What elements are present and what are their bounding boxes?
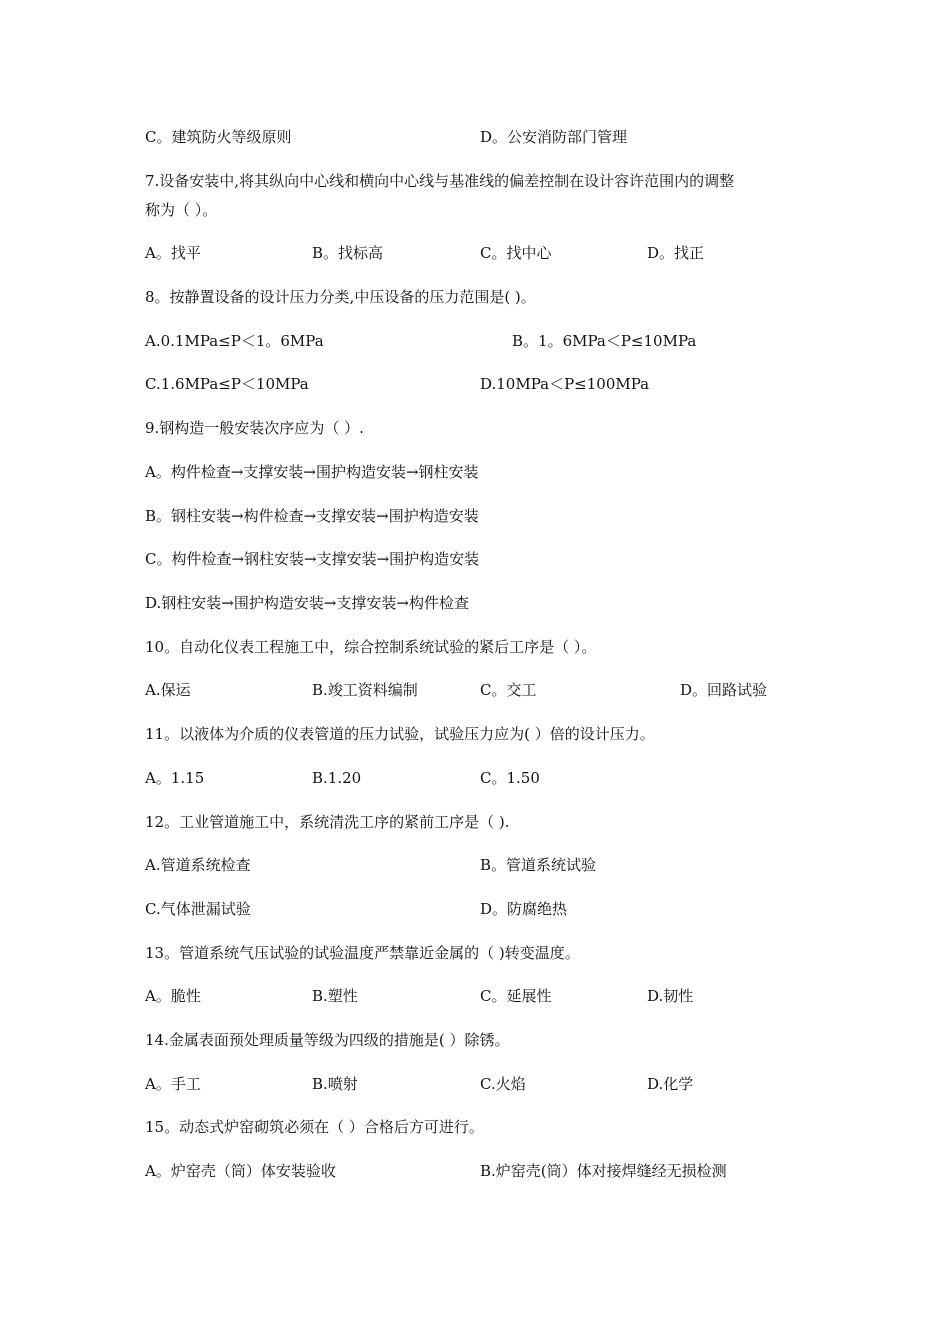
q15-option-a: A。炉窑壳（筒）体安装验收 — [145, 1162, 336, 1180]
q13-option-a: A。脆性 — [145, 987, 201, 1005]
q14-question: 14.金属表面预处理质量等级为四级的措施是( ）除锈。 — [145, 1031, 510, 1049]
q6-option-d: D。公安消防部门管理 — [480, 128, 628, 146]
q14-option-b: B.喷射 — [312, 1075, 358, 1093]
q10-question: 10。自动化仪表工程施工中，综合控制系统试验的紧后工序是（ ）。 — [145, 638, 597, 656]
q11-question: 11。以液体为介质的仪表管道的压力试验，试验压力应为( ）倍的设计压力。 — [145, 725, 655, 743]
q7-question-line2: 称为（ ）。 — [145, 201, 218, 219]
q13-question: 13。管道系统气压试验的试验温度严禁靠近金属的（ )转变温度。 — [145, 944, 580, 962]
q14-option-c: C.火焰 — [480, 1075, 526, 1093]
q8-option-d: D.10MPa＜P≤100MPa — [480, 375, 650, 393]
q11-option-a: A。1.15 — [145, 769, 205, 787]
q8-option-c: C.1.6MPa≤P＜10MPa — [145, 375, 309, 393]
q10-option-c: C。交工 — [480, 681, 537, 699]
q7-option-c: C。找中心 — [480, 244, 552, 262]
q14-option-a: A。手工 — [145, 1075, 201, 1093]
q7-question-line1: 7.设备安装中,将其纵向中心线和横向中心线与基准线的偏差控制在设计容许范围内的调整 — [145, 172, 735, 190]
q9-question: 9.钢构造一般安装次序应为（ ）. — [145, 419, 364, 437]
q9-option-c: C。构件检查→钢柱安装→支撑安装→围护构造安装 — [145, 550, 480, 568]
q7-option-b: B。找标高 — [312, 244, 384, 262]
q10-option-d: D。回路试验 — [680, 681, 768, 699]
q12-question: 12。工业管道施工中，系统清洗工序的紧前工序是（ ). — [145, 813, 510, 831]
q12-option-d: D。防腐绝热 — [480, 900, 568, 918]
q8-option-a: A.0.1MPa≤P＜1。6MPa — [145, 332, 324, 350]
q12-option-b: B。管道系统试验 — [480, 856, 597, 874]
q9-option-d: D.钢柱安装→围护构造安装→支撑安装→构件检查 — [145, 594, 469, 612]
q13-option-b: B.塑性 — [312, 987, 358, 1005]
q9-option-b: B。钢柱安装→构件检查→支撑安装→围护构造安装 — [145, 507, 479, 525]
q7-option-d: D。找正 — [647, 244, 705, 262]
q14-option-d: D.化学 — [647, 1075, 694, 1093]
q12-option-a: A.管道系统检查 — [145, 856, 251, 874]
q9-option-a: A。构件检查→支撑安装→围护构造安装→钢柱安装 — [145, 463, 479, 481]
q12-option-c: C.气体泄漏试验 — [145, 900, 251, 918]
q8-option-b: B。1。6MPa＜P≤10MPa — [512, 332, 697, 350]
q13-option-d: D.韧性 — [647, 987, 694, 1005]
q8-question: 8。按静置设备的设计压力分类,中压设备的压力范围是( )。 — [145, 288, 536, 306]
q11-option-b: B.1.20 — [312, 769, 362, 787]
q15-option-b: B.炉窑壳(筒）体对接焊缝经无损检测 — [480, 1162, 727, 1180]
q10-option-b: B.竣工资料编制 — [312, 681, 418, 699]
q13-option-c: C。延展性 — [480, 987, 552, 1005]
q6-option-c: C。建筑防火等级原则 — [145, 128, 292, 146]
q10-option-a: A.保运 — [145, 681, 191, 699]
q15-question: 15。动态式炉窑砌筑必须在（ ）合格后方可进行。 — [145, 1118, 484, 1136]
q11-option-c: C。1.50 — [480, 769, 540, 787]
q7-option-a: A。找平 — [145, 244, 201, 262]
